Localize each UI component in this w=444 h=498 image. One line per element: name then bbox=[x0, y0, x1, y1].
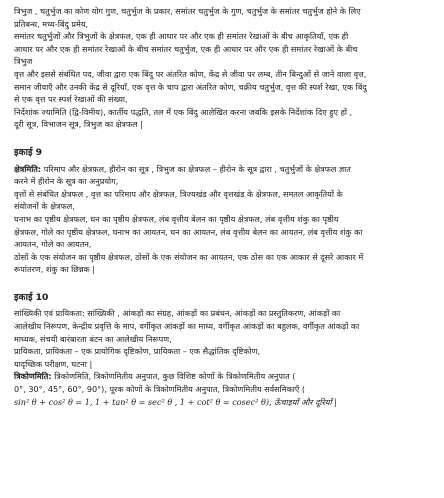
text-line: प्रायिकता, प्रायिकता – एक प्रायोगिक दृष्टिकोण, प्रायिकता – एक सैद्धांतिक दृष्टिकोण, bbox=[14, 346, 261, 357]
text-line: रूपांतरण, शंकु का छिन्नक | bbox=[14, 264, 95, 275]
text-line: माध्यक, संचयी बारंबारता बंटन का आलेखीय निरूपण, bbox=[14, 333, 172, 344]
text-line: वृत्तों से संबंधित क्षेत्रफल , वृत्त का परिमाप और क्षेत्रफल, त्रिज्यखंड और वृत्तखंड के क्षेत्रफल, समतल आकृतियों के bbox=[14, 188, 343, 199]
text-line: समान जीवाएँ और उनकी केंद्र से दूरियाँ, एक वृत्त के चाप द्वारा अंतरित कोण, चक्रीय चतुर्भुज, वृत्त की स्पर्श रेखा, एक बिंदु bbox=[14, 81, 367, 92]
section-unit-10 bbox=[14, 292, 436, 408]
text-line-rest: परिमाप और क्षेत्रफल, हीरोन का सूत्र , त्रिभुज का क्षेत्रफल – हीरोन के सूत्र द्वारा , चतुर्भुजों के क्षेत्रफल ज्ञात bbox=[41, 163, 351, 174]
text-line: त्रिभुज bbox=[14, 56, 33, 67]
text-line-rest: सांख्यिकी , आंकड़ों का संग्रह, आंकड़ों का प्रबंधन, आंकड़ों का प्रस्तुतिकरण, आंकड़ों का bbox=[84, 308, 341, 319]
text-line: आलेखीय निरूपण, केन्द्रीय प्रवृत्ति के माप, वर्गीकृत आंकड़ों का माध्य, वर्गीकृत आंकड़ों का बहुलक, वर्गीकृत आंकड़ों का bbox=[14, 321, 360, 332]
text-line bbox=[14, 307, 436, 320]
unit-10-heading: इकाई 10 bbox=[14, 291, 49, 303]
text-line: वृत्त और इससे संबंधित पद, जीवा द्वारा एक बिंदु पर अंतरित कोण, केंद्र से जीवा पर लम्ब, तीन बिन्दुओं से जाने वाला वृत्त, bbox=[14, 68, 367, 79]
text-line: आयतन, गोले का आयतन, bbox=[14, 239, 92, 250]
text-line: त्रिभुज , चतुर्भुज का कोण योग गुण, चतुर्भुज के प्रकार, समांतर चतुर्भुज के गुण, चतुर्भुज के समांतर चतुर्भुज होने के लिए bbox=[14, 6, 361, 16]
text-line bbox=[14, 163, 436, 176]
text-line: ठोसों के एक संयोजन का पृष्ठीय क्षेत्रफल, ठोसों के एक संयोजन का आयतन, एक ठोस का एक आकार से दूसरे आकार में bbox=[14, 251, 364, 262]
text-line: घनाभ का पृष्ठीय क्षेत्रफल, घन का पृष्ठीय क्षेत्रफल, लंब वृत्तीय बेलन का पृष्ठीय क्षेत्रफल, लंब वृत्तीय शंकु का पृष्ठीय bbox=[14, 213, 339, 224]
section-unit-9 bbox=[14, 147, 436, 276]
text-line: यादृच्छिक परीक्षण, घटना | bbox=[14, 358, 93, 369]
text-line bbox=[14, 370, 436, 383]
text-line: समांतर चतुर्भुजों और त्रिभुजों के क्षेत्रफल, एक ही आधार पर और एक ही समांतर रेखाओं के बीच आकृतियाँ, एक ही bbox=[14, 31, 349, 42]
text-line: संयोजनों के क्षेत्रफल, bbox=[14, 201, 75, 212]
text-line: 0°, 30°, 45°, 60°, 90°), पूरक कोणों के त्रिकोणमितीय अनुपात, त्रिकोणमितीय सर्वसमिकाएँ ( bbox=[14, 384, 306, 395]
unit-9-heading: इकाई 9 bbox=[14, 146, 43, 158]
text-line: करने में हीरोन के सूत्र का अनुप्रयोग, bbox=[14, 176, 119, 187]
text-line: प्रतिबन्ध, मध्य-बिंदु प्रमेय, bbox=[14, 18, 89, 29]
unit-10-lead: सांख्यिकी एवं प्रायिकता: bbox=[14, 308, 85, 319]
trig-identities-line: sin² θ + cos² θ = 1, 1 + tan² θ = sec² θ , 1 + cot² θ = cosec² θ), ऊँचाइयाँ और दूरियाँ | bbox=[14, 396, 338, 407]
text-line: क्षेत्रफल, गोले का पृष्ठीय क्षेत्रफल, घनाभ का आयतन, घन का आयतन, लंब वृत्तीय बेलन का आयतन, लंब वृत्तीय शंकु का bbox=[14, 226, 363, 237]
text-line: से एक वृत्त पर स्पर्श रेखाओं की संख्या, bbox=[14, 94, 128, 105]
section-geometry bbox=[14, 5, 436, 131]
unit-9-lead: क्षेत्रमिति: bbox=[14, 163, 42, 174]
text-line-rest: त्रिकोणमिति, त्रिकोणमितीय अनुपात, कुछ विशिष्ट कोणों के त्रिकोणमितीय अनुपात ( bbox=[51, 371, 296, 382]
text-line: आधार पर और एक ही समांतर रेखाओं के बीच समांतर चतुर्भुज, एक ही आधार पर और एक ही समांतर रेखाओं के बीच bbox=[14, 43, 358, 54]
trigonometry-lead: त्रिकोणमिति: bbox=[14, 371, 52, 382]
text-line: निर्देशांक ज्यामिति (द्वि-विमीय), कार्तीय पद्धति, तल में एक बिंदु आलेखित करना जबकि इसके निर्देशांक दिए हुए हों , bbox=[14, 106, 353, 117]
text-line: दूरी सूत्र, विभाजन सूत्र, त्रिभुज का क्षेत्रफल | bbox=[14, 119, 143, 130]
